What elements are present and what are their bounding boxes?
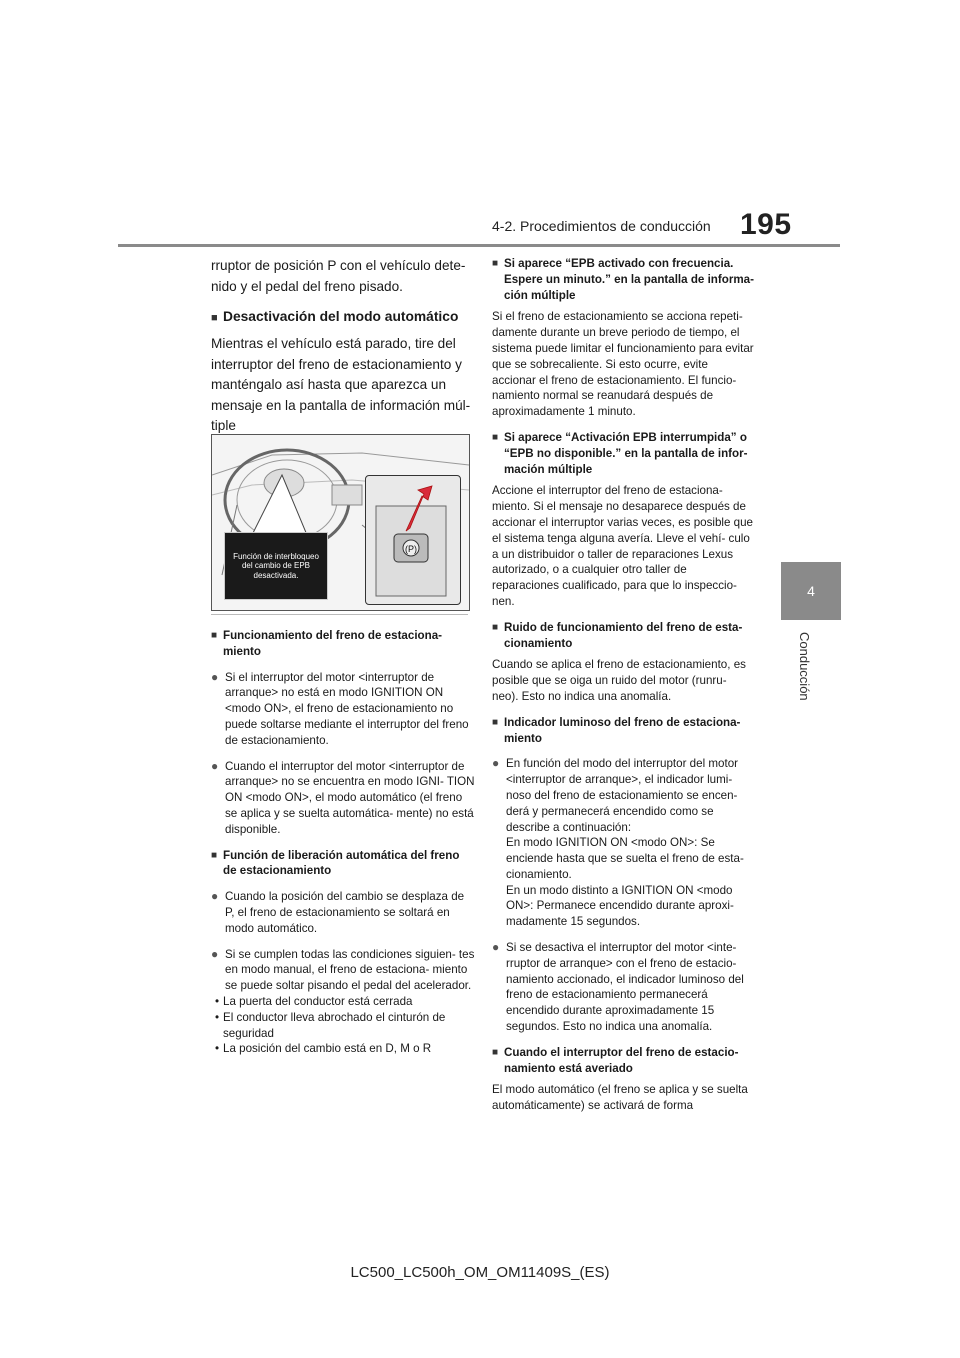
chapter-label: Conducción [797, 632, 812, 701]
square-bullet-icon: ■ [492, 716, 499, 728]
list-item: ● Si el interruptor del motor <interruptor de arranque> no está en modo IGNITION ON <modo ON>, el freno de estacionamiento no puede soltarse mediante el interruptor del freno de estacionamiento. [211, 669, 469, 747]
circle-bullet-icon: ● [211, 946, 219, 961]
noise-body: Cuando se aplica el freno de estacionamiento, es posible que se oiga un ruido del motor (runru- neo). Esto no indica una anomalía. [492, 658, 746, 703]
indicator-heading: ■ Indicador luminoso del freno de estaciona- miento [492, 715, 741, 745]
left-column-notes [211, 628, 475, 1057]
list-item: ● Cuando el interruptor del motor <interruptor de arranque> no se encuentra en modo IGNI- TION ON <modo ON>, el modo automático (el freno se aplica y se suelta automática- mente) no está disponible. [211, 758, 475, 836]
epb-frequent-heading: ■ Si aparece “EPB activado con frecuencia. Espere un minuto.” en la pantalla de informa- ción múltiple [492, 257, 754, 302]
callout-label: Función de interbloqueo del cambio de EPB desactivada. [224, 532, 328, 600]
switch-fault-heading: ■ Cuando el interruptor del freno de estacio- namiento está averiado [492, 1045, 739, 1075]
right-column [492, 256, 754, 1114]
section-title: 4-2. Procedimientos de conducción [492, 218, 711, 234]
list-item: ● Si se cumplen todas las condiciones siguien- tes en modo manual, el freno de estaciona- miento se puede soltar pisando el pedal del acelerador. [211, 946, 475, 993]
circle-bullet-icon: ● [211, 758, 219, 773]
intro-text: rruptor de posición P con el vehículo dete- nido y el pedal del freno pisado. [211, 258, 466, 294]
circle-bullet-icon: ● [211, 669, 219, 684]
switch-fault-body: El modo automático (el freno se aplica y se suelta automáticamente) se activará de forma [492, 1083, 748, 1113]
auto-off-body: Mientras el vehículo está parado, tire del interruptor del freno de estacionamiento y manténgalo así hasta que aparezca un mensaje en la pantalla de información múl- tiple [211, 336, 471, 433]
square-bullet-icon: ■ [211, 312, 218, 324]
list-item: ● Cuando la posición del cambio se desplaza de P, el freno de estacionamiento se soltará en modo automático. [211, 889, 465, 935]
circle-bullet-icon: ● [492, 756, 500, 771]
left-column-top [211, 256, 475, 437]
auto-off-heading: ■ Desactivación del modo automático [211, 307, 475, 328]
square-bullet-icon: ■ [211, 630, 218, 641]
square-bullet-icon: ■ [492, 1046, 499, 1058]
switch-inset [365, 475, 461, 605]
list-item: ● En función del modo del interruptor del motor <interruptor de arranque>, el indicador lumi- noso del freno de estacionamiento se encen- derá y permanecerá encendido como se describe a continuación: En modo IGNITION ON <modo ON>: Se enciende hasta que se suelta el freno de esta- cionamiento. En un modo distinto a IGNITION ON <modo ON>: Permanece encendido durante aproxi- madamente 15 segundos. [492, 756, 744, 929]
chapter-tab[interactable]: 4 [781, 562, 841, 620]
epb-interrupted-heading: ■ Si aparece “Activación EPB interrumpida” o “EPB no disponible.” en la pantalla de infor- mación múltiple [492, 430, 748, 476]
figure-rule [211, 614, 468, 615]
square-bullet-icon: ■ [211, 849, 218, 861]
func-heading: ■ Funcionamiento del freno de estaciona- miento [211, 629, 443, 658]
epb-interrupted-body: Accione el interruptor del freno de estaciona- miento. Si el mensaje no desaparece después de accionar el interruptor varias veces, es posible que el sistema tenga alguna avería. Lleve el vehí- culo a un distribuidor o taller de reparaciones Lexus autorizado, o a cualquier otro taller de reparaciones cualificado, para que lo inspeccio- nen. [492, 484, 753, 608]
square-bullet-icon: ■ [492, 431, 499, 443]
circle-bullet-icon: ● [211, 889, 219, 904]
list-item: ● Si se desactiva el interruptor del motor <inte- rruptor de arranque> con el freno de estacio- namiento accionado, el indicador luminoso del freno de estacionamiento permanecerá encendido durante aproximadamente 15 segundos. Esto no indica una anomalía. [492, 940, 744, 1034]
condition-item: • La posición del cambio está en D, M o R [214, 1042, 432, 1056]
condition-item: • La puerta del conductor está cerrada [214, 994, 413, 1008]
page-number: 195 [740, 208, 792, 241]
condition-item: • El conductor lleva abrochado el cinturón de seguridad [214, 1010, 446, 1040]
release-heading: ■ Función de liberación automática del freno de estacionamiento [211, 848, 460, 878]
noise-heading: ■ Ruido de funcionamiento del freno de esta- cionamiento [492, 620, 743, 650]
circle-bullet-icon: ● [492, 940, 500, 955]
square-bullet-icon: ■ [492, 621, 499, 633]
header-rule [118, 244, 840, 247]
square-bullet-icon: ■ [492, 258, 499, 269]
footer-code: LC500_LC500h_OM_OM11409S_(ES) [350, 1264, 610, 1281]
epb-frequent-body: Si el freno de estacionamiento se acciona repeti- damente durante un breve periodo de tiempo, el sistema puede limitar el funcionamiento para evitar que se sobrecaliente. Si esto ocurre, evite accionar el freno de estacionamiento. El funcio- namiento normal se reanudará después de aproximadamente 1 minuto. [492, 310, 754, 419]
parking-switch-drawing [366, 476, 460, 604]
switch-symbol: (P) [405, 544, 417, 554]
